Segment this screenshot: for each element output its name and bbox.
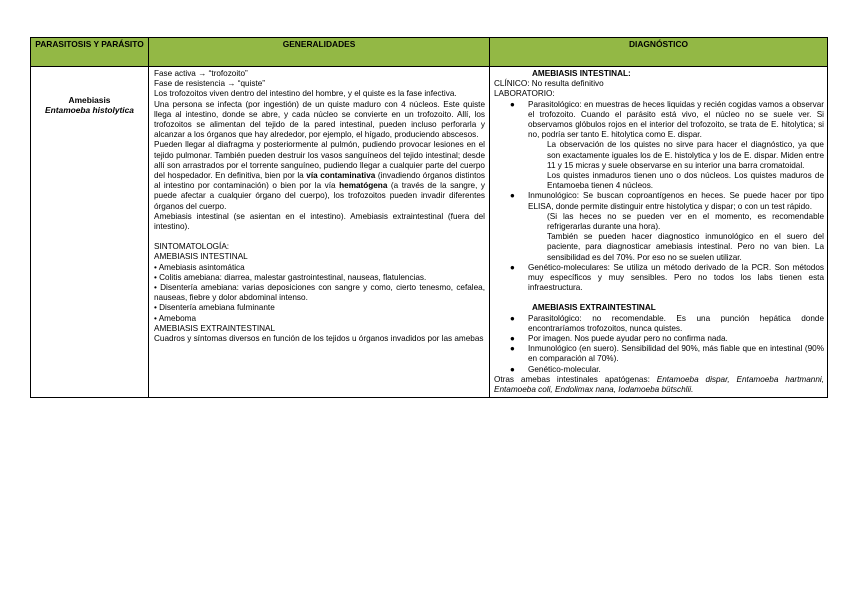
diag-inmunologico-sub-2: También se pueden hacer diagnostico inmunológico en el suero del paciente, para diagnosticar amebiasis intestinal. Pero no van bien. La sensibilidad es del 70%. Por eso no se suelen utilizar. bbox=[547, 232, 824, 262]
symptom-extra-text: Cuadros y síntomas diversos en función de los tejidos u órganos invadidos por las amebas bbox=[154, 334, 484, 344]
symptom-item: • Disentería amebiana: varias deposiciones con sangre y como, cierto tenesmo, cefalea, nauseas, fiebre y dolor abdominal intenso. bbox=[154, 283, 485, 303]
diag-inmunologico-sub-1: (Si las heces no se pueden ver en el momento, es recomendable refrigerarlas durante una hora). bbox=[547, 211, 824, 232]
symptom-item: • Ameboma bbox=[154, 313, 197, 323]
bullet-icon: ● bbox=[510, 99, 515, 109]
symptom-item: • Colitis amebiana: diarrea, malestar gastrointestinal, nauseas, flatulencias. bbox=[154, 272, 427, 282]
sint-extra-title: AMEBIASIS EXTRAINTESTINAL bbox=[154, 323, 276, 333]
header-generalidades: GENERALIDADES bbox=[149, 38, 490, 67]
sint-intestinal-title: AMEBIASIS INTESTINAL bbox=[154, 252, 248, 262]
gen-paragraph-3 bbox=[154, 140, 485, 211]
diag-parasitologico: Parasitológico: en muestras de heces liquidas y recién cogidas vamos a observar el trofozoito. Cuando el parásito está vivo, el núcleo no se suele ver. Si observamos glóbulos rojos en el interior del trofozoito, se trata de E. hitolytica; si no, podría ser tanto E. hitolytica como E. dispar. bbox=[528, 99, 824, 140]
gen-p3-text-d: (a través de la sangre, y puede afectar a cualquier órgano del cuerpo), los trofozoitos pueden invadir diferentes órganos del cuerpo. bbox=[154, 181, 486, 211]
gen-paragraph-4: Amebiasis intestinal (se asientan en el intestino). Amebiasis extraintestinal (fuera del intestino). bbox=[154, 211, 485, 232]
symptom-item: • Amebiasis asintomática bbox=[154, 262, 245, 272]
table-row bbox=[31, 67, 828, 398]
diag-laboratorio: LABORATORIO: bbox=[494, 89, 555, 99]
list-item bbox=[494, 314, 824, 334]
list-item bbox=[494, 365, 824, 375]
sintomatologia-title: SINTOMATOLOGÍA: bbox=[154, 242, 230, 252]
parasitosis-name: Amebiasis bbox=[68, 95, 111, 105]
diag-intestinal-title: AMEBIASIS INTESTINAL: bbox=[532, 69, 631, 78]
parasite-scientific-name: Entamoeba histolytica bbox=[45, 105, 134, 116]
list-item bbox=[494, 263, 824, 294]
parasite-cell bbox=[31, 67, 149, 398]
symptom-item: • Disentería amebiana fulminante bbox=[154, 303, 275, 313]
other-amoebas-label: Otras amebas intestinales apatógenas: bbox=[494, 374, 657, 384]
phase-active: Fase activa → “trofozoito” bbox=[154, 69, 248, 78]
diag-parasitologico-sub-1: La observación de los quistes no sirve para hacer el diagnóstico, ya que son exactamente iguales los de E. histolytica y los de E. dispar. Miden entre 11 y 15 micras y suele observarse en su interior una barra cromatoidal. bbox=[547, 140, 824, 170]
diag-extra-inmunologico: Inmunológico (en suero). Sensibilidad del 90%, más fiable que en intestinal (90% en comparación al 70%). bbox=[528, 344, 824, 364]
gen-p3-text-c: (invadiendo órganos distintos al intestino por contaminación) o bien por la vía bbox=[154, 171, 485, 191]
bullet-icon: ● bbox=[510, 262, 515, 272]
bullet-icon: ● bbox=[510, 364, 515, 374]
gen-p3-text-a: Pueden llegar al diafragma y posteriormente al pulmón, pudiendo provocar lesiones en el tejido pulmonar. También pueden destruir los vasos sanguíneos del tejido intestinal; desde allí son arrastrados por el torrente sanguíneo, pudiendo llegar a cualquier parte del cuerpo del hospedador. En definitiva, bien por la bbox=[154, 140, 485, 181]
header-parasitosis: PARASITOSIS Y PARÁSITO bbox=[31, 38, 149, 67]
parasitosis-table bbox=[30, 37, 828, 398]
diag-other-amoebas bbox=[494, 375, 824, 395]
list-item bbox=[494, 100, 824, 141]
bullet-icon: ● bbox=[510, 334, 515, 344]
diag-extra-parasitologico: Parasitológico: no recomendable. Es una punción hepática donde encontraríamos trofozoitos, nunca quistes. bbox=[528, 313, 824, 333]
bullet-icon: ● bbox=[510, 313, 515, 323]
bullet-icon: ● bbox=[510, 191, 515, 201]
diag-extra-imagen: Por imagen. Nos puede ayudar pero no confirma nada. bbox=[528, 334, 728, 344]
list-item bbox=[494, 191, 824, 211]
phase-resistance: Fase de resistencia → “quiste” bbox=[154, 79, 266, 89]
other-amoebas-list: Entamoeba dispar, Entamoeba hartmanni, Entamoeba coli, Endolimax nana, Iodamoeba bütschlii. bbox=[494, 374, 824, 395]
diag-extra-title: AMEBIASIS EXTRAINTESTINAL bbox=[532, 303, 656, 313]
list-item bbox=[494, 334, 824, 344]
header-diagnostico: DIAGNÓSTICO bbox=[490, 38, 828, 67]
diag-parasitologico-sub-2: Los quistes inmaduros tienen uno o dos núcleos. Los quistes maduros de Entamoeba tienen 4 núcleos. bbox=[547, 171, 824, 191]
gen-paragraph-2: Una persona se infecta (por ingestión) de un quiste maduro con 4 núcleos. Este quiste llega al intestino, donde se abre, y cada núcleo se convierte en un trofozoito. Allí, los trofozoitos se alimentan del tejido de la pared intestinal, pueden incluso perforarla y alcanzar a los órganos que hay alrededor, por ejemplo, el hígado, produciendo abscesos. bbox=[154, 99, 485, 140]
generalidades-cell bbox=[149, 67, 490, 398]
table-header-row bbox=[31, 38, 828, 67]
gen-p3-bold-hematogena: hematógena bbox=[339, 181, 388, 191]
diag-extra-genetico: Genético-molecular. bbox=[528, 364, 601, 374]
diag-clinico: CLÍNICO: No resulta definitivo bbox=[494, 79, 604, 89]
diag-inmunologico: Inmunológico: Se buscan coproantígenos en heces. Se puede hacer por tipo ELISA, donde permite distinguir entre histolytica y dispar; o con un test rápido. bbox=[528, 191, 824, 211]
list-item bbox=[494, 344, 824, 364]
diag-genetico: Genético-moleculares: Se utiliza un método derivado de la PCR. Son métodos muy específicos y muy sensibles. Pero no todos los labs tienen esta infraestructura. bbox=[528, 262, 824, 293]
gen-paragraph-1: Los trofozoitos viven dentro del intestino del hombre, y el quiste es la fase infectiva. bbox=[154, 89, 457, 99]
diagnostico-cell bbox=[490, 67, 828, 398]
bullet-icon: ● bbox=[510, 344, 515, 354]
gen-p3-bold-contaminativa: vía contaminativa bbox=[306, 171, 376, 181]
